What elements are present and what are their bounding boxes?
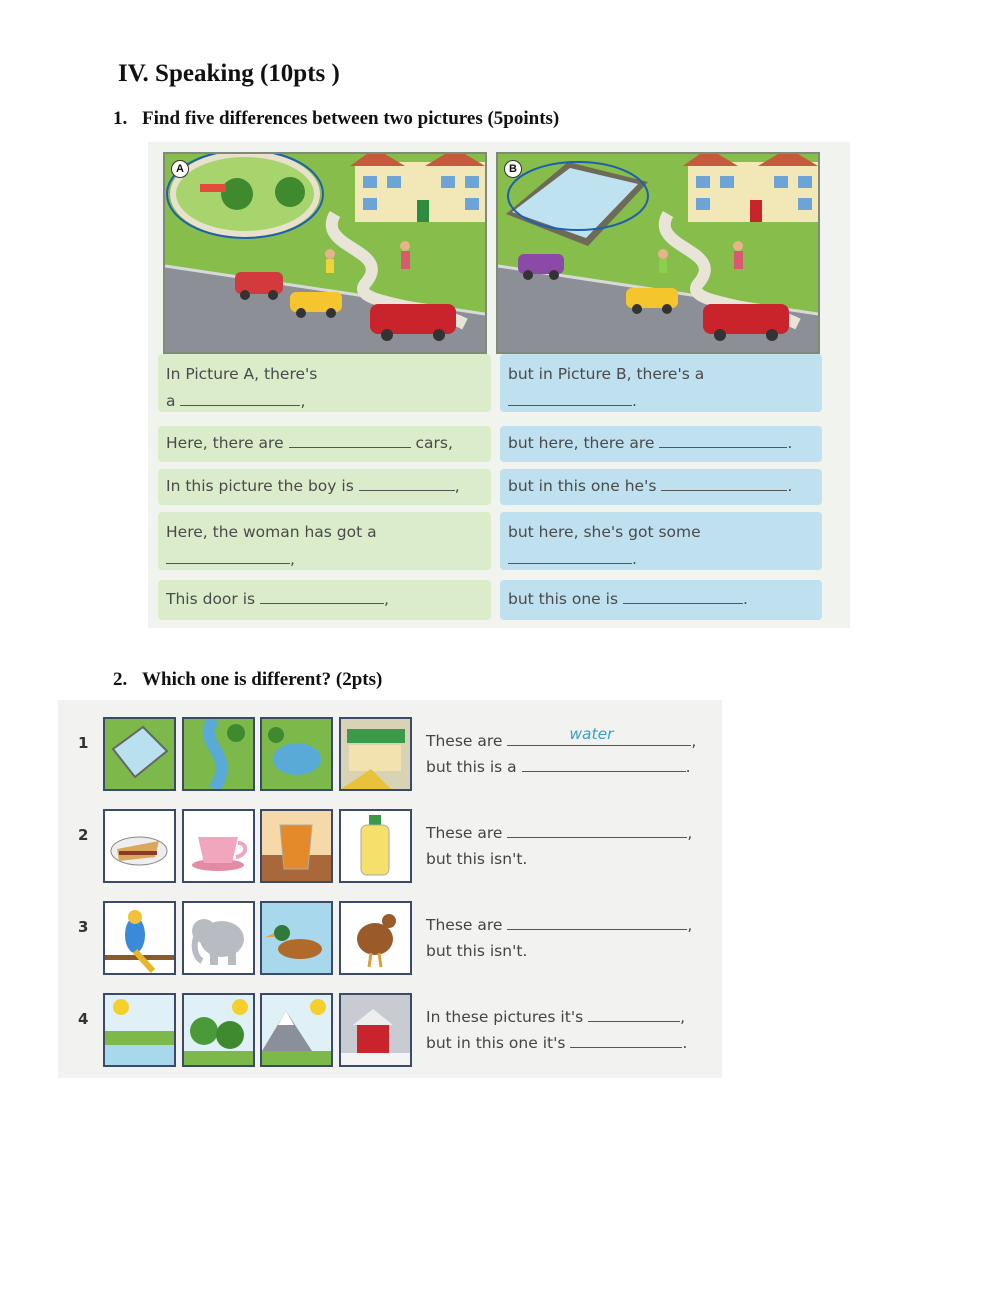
sentence-2-left [158,426,491,462]
row-text: These are [426,916,503,934]
lake-icon [260,717,333,791]
row-4-text [426,1004,687,1056]
sentence-text: , [454,477,460,495]
sentence-4-left [158,512,491,570]
river-icon [182,717,255,791]
picture-a-label: A [171,160,189,178]
question-2-text: Which one is different? (2pts) [142,669,383,690]
shop-icon [339,717,412,791]
row-2-text [426,820,692,872]
row-text: but in this one it's [426,1034,566,1052]
answer-blank[interactable] [507,725,691,746]
row-text: These are [426,824,503,842]
question-1 [113,108,559,130]
answer-blank[interactable] [260,589,384,604]
picture-a [163,152,487,354]
sentence-text: . [632,550,637,568]
answer-blank[interactable] [508,391,632,406]
row-number: 1 [78,734,89,752]
row-text: , [691,732,697,750]
juice-glass-icon [260,809,333,883]
answer-blank[interactable] [570,1033,682,1048]
sentence-text: a [166,392,176,410]
answer-blank[interactable] [522,757,686,772]
pool-icon [103,717,176,791]
picture-b [496,152,820,354]
answer-blank[interactable] [166,549,290,564]
question-2-number: 2. [113,669,128,690]
sentence-text: In this picture the boy is [166,477,354,495]
sentence-text: Here, the woman has got a [166,523,377,541]
sentence-text: cars, [415,434,453,452]
sunny-forest-icon [182,993,255,1067]
sentence-text: but this one is [508,590,619,608]
sentence-text: . [742,590,748,608]
answer-blank[interactable] [359,476,455,491]
answer-blank[interactable] [588,1007,680,1022]
section-heading: IV. Speaking (10pts ) [118,60,340,87]
sentence-5-left [158,580,491,620]
sentence-1-right [500,354,822,412]
sandwich-icon [103,809,176,883]
answer-blank[interactable] [180,391,300,406]
elephant-icon [182,901,255,975]
row-text: , [687,916,693,934]
sentence-3-right [500,469,822,505]
sentence-text: , [384,590,389,608]
sunny-mountain-icon [260,993,333,1067]
row-text: In these pictures it's [426,1008,584,1026]
row-text: . [682,1034,688,1052]
sentence-text: . [787,434,793,452]
sentence-1-left [158,354,491,412]
row-number: 4 [78,1010,89,1028]
answer-blank[interactable] [659,433,787,448]
bottle-icon [339,809,412,883]
row-text: , [680,1008,686,1026]
odd-one-out-exercise [58,700,722,1078]
row-text: but this is a [426,758,517,776]
sentence-text: , [300,392,306,410]
duck-icon [260,901,333,975]
sentence-text: , [290,550,295,568]
row-text: but this isn't. [426,942,528,960]
row-1-text [426,725,697,780]
tea-cup-icon [182,809,255,883]
row-text: . [685,758,691,776]
question-1-number: 1. [113,108,128,129]
row-text: but this isn't. [426,850,528,868]
snowy-farm-icon [339,993,412,1067]
differences-exercise [148,142,850,628]
sentence-text: but here, she's got some [508,523,701,541]
hen-icon [339,901,412,975]
filled-answer: water [569,725,614,743]
sentence-2-right [500,426,822,462]
row-3-text [426,912,692,964]
row-number: 3 [78,918,89,936]
question-2 [113,669,382,691]
sentence-text: but in Picture B, there's a [508,365,705,383]
row-text: , [687,824,693,842]
answer-blank[interactable] [661,476,787,491]
sentence-text: . [787,477,793,495]
answer-blank[interactable] [508,549,632,564]
sentence-text: Here, there are [166,434,284,452]
sentence-text: . [632,392,637,410]
sentence-5-right [500,580,822,620]
row-number: 2 [78,826,89,844]
answer-blank[interactable] [507,823,687,838]
sentence-text: This door is [166,590,256,608]
sentence-text: In Picture A, there's [166,365,318,383]
sentence-text: but in this one he's [508,477,657,495]
sentence-4-right [500,512,822,570]
answer-blank[interactable] [289,433,411,448]
answer-blank[interactable] [507,915,687,930]
row-text: These are [426,732,503,750]
sentence-3-left [158,469,491,505]
sentence-text: but here, there are [508,434,655,452]
parrot-icon [103,901,176,975]
sunny-beach-icon [103,993,176,1067]
question-1-text: Find five differences between two pictures (5points) [142,108,560,129]
answer-blank[interactable] [623,589,743,604]
picture-b-label: B [504,160,522,178]
